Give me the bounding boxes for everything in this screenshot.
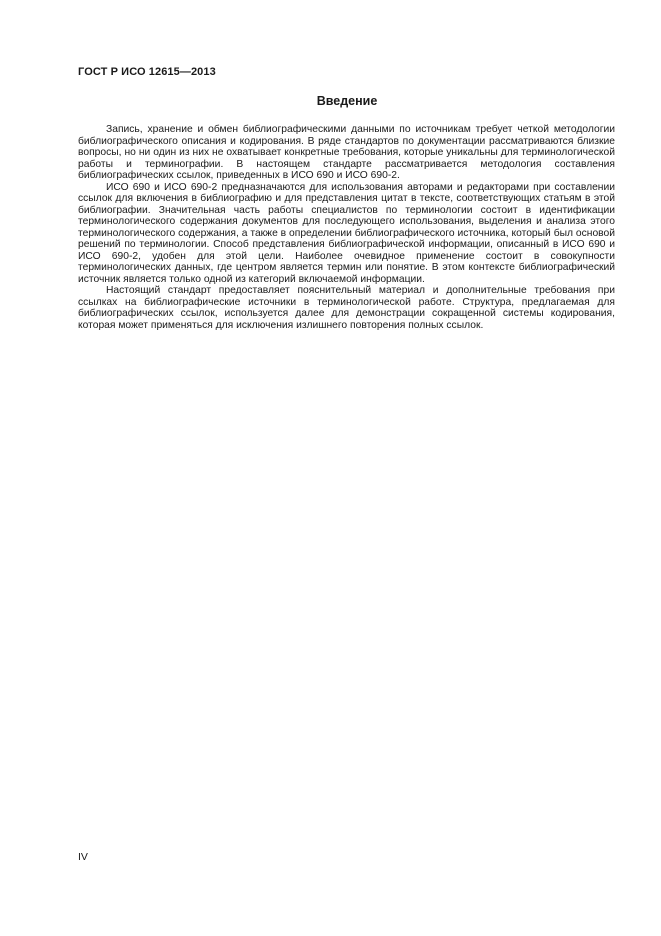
document-header: ГОСТ Р ИСО 12615—2013 xyxy=(78,66,216,78)
section-title: Введение xyxy=(316,94,378,108)
body-text xyxy=(78,124,615,331)
paragraph-2: ИСО 690 и ИСО 690-2 предназначаются для использования авторами и редакторами при составлении ссылок для включения в библиографию и для представления цитат в тексте, соответствующих статьям в этой библиографии. Значительная часть работы специалистов по терминологии состоит в идентификации терминологического содержания документов для последующего использования, выделения и анализа этого терминологического содержания, а также в определении библиографического источника, который был основой решений по терминологии. Способ представления библиографической информации, описанный в ИСО 690 и ИСО 690-2, удобен для этой цели. Наиболее очевидное применение состоит в совокупности терминологических данных, где центром является термин или понятие. В этом контексте библиографический источник является только одной из категорий включаемой информации. xyxy=(78,181,615,285)
paragraph-3: Настоящий стандарт предоставляет пояснительный материал и дополнительные требования при ссылках на библиографические источники в терминологической работе. Структура, предлагаемая для библиографических ссылок, используется далее для демонстрации сокращенной системы кодирования, которая может применяться для исключения излишнего повторения полных ссылок. xyxy=(78,285,615,331)
page-number: IV xyxy=(78,851,88,863)
paragraph-1: Запись, хранение и обмен библиографическими данными по источникам требует четкой методологии библиографического описания и кодирования. В ряде стандартов по документации рассматриваются близкие вопросы, но ни один из них не охватывает конкретные требования, которые уникальны для терминологической работы и терминографии. В настоящем стандарте рассматривается методология составления библиографических ссылок, приведенных в ИСО 690 и ИСО 690-2. xyxy=(78,124,615,181)
